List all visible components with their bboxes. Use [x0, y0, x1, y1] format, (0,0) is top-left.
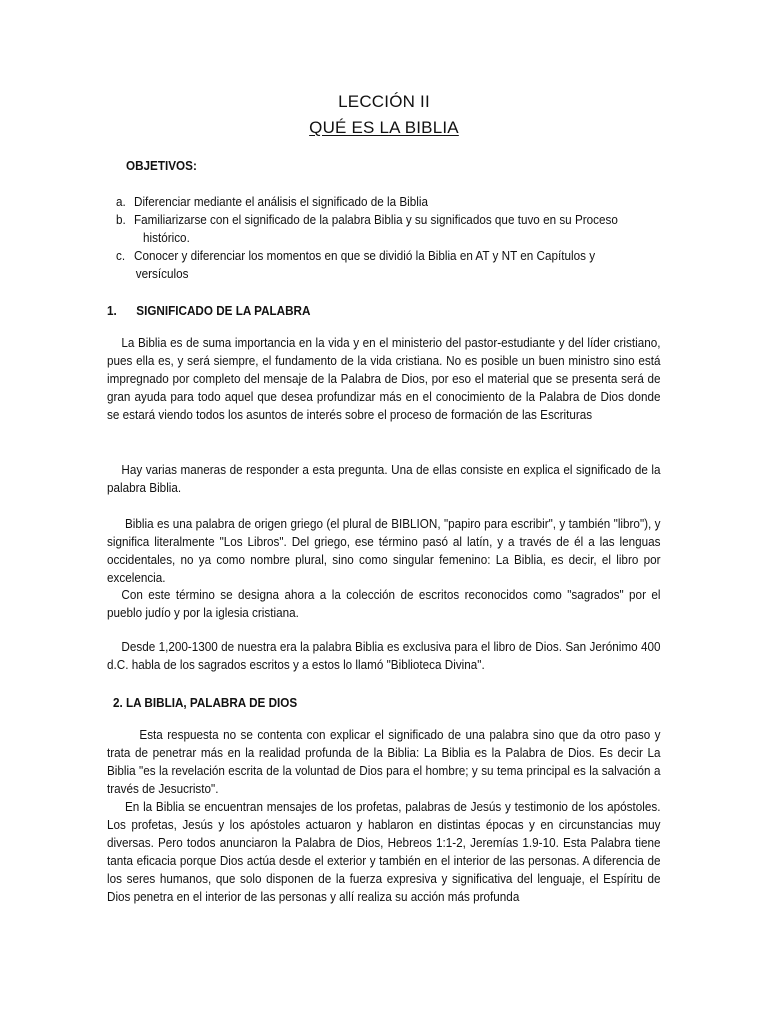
section-1-paragraph [107, 461, 661, 497]
objectives-list [116, 193, 670, 283]
section-2-paragraph [107, 798, 661, 906]
section-1-paragraph [107, 586, 661, 622]
objective-continuation: histórico. [143, 230, 190, 245]
section-1-paragraph [107, 515, 661, 587]
objective-label: a. [116, 194, 126, 209]
paragraph-text: Desde 1,200-1300 de nuestra era la palabra Biblia es exclusiva para el libro de Dios. San Jerónimo 400 d.C. habla de los sagrados escritos y a estos lo llamó "Biblioteca Divina". [107, 639, 661, 672]
paragraph-text: Con este término se designa ahora a la colección de escritos reconocidos como "sagrados" por el pueblo judío y por la iglesia cristiana. [107, 587, 661, 620]
objective-c [116, 247, 670, 283]
objective-continuation: versículos [135, 266, 189, 281]
paragraph-text: La Biblia es de suma importancia en la vida y en el ministerio del pastor-estudiante y del líder cristiano, pues ella es, y será siempre, el fundamento de la vida cristiana. No es posible un buen ministro sino está impregnado por completo del mensaje de la Palabra de Dios, por eso el material que se presenta será de gran ayuda para todo aquel que desea profundizar más en el conocimiento de la Palabra de Dios donde se estará viendo todos los asuntos de interés sobre el proceso de formación de las Escrituras [107, 335, 661, 422]
paragraph-text: Hay varias maneras de responder a esta pregunta. Una de ellas consiste en explica el significado de la palabra Biblia. [107, 462, 661, 495]
objective-text: Diferenciar mediante el análisis el significado de la Biblia [134, 194, 428, 209]
paragraph-text: Esta respuesta no se contenta con explicar el significado de una palabra sino que da otro paso y trata de penetrar más en la realidad profunda de la Biblia: La Biblia es la Palabra de Dios. Es decir La Biblia "es la revelación escrita de la voluntad de Dios para el hombre; y su tema principal es la salvación a través de Jesucristo". [107, 727, 661, 796]
lesson-title: QUÉ ES LA BIBLIA [309, 118, 459, 137]
objectives-heading: OBJETIVOS: [126, 158, 197, 173]
section-1-heading: 1. SIGNIFICADO DE LA PALABRA [107, 303, 311, 318]
lesson-number: LECCIÓN II [338, 92, 430, 111]
objective-b [116, 211, 670, 247]
objective-text: Familiarizarse con el significado de la palabra Biblia y su significados que tuvo en su Proceso [134, 212, 618, 227]
objective-label: c. [116, 248, 126, 263]
paragraph-text: En la Biblia se encuentran mensajes de los profetas, palabras de Jesús y testimonio de los apóstoles. Los profetas, Jesús y los apóstoles actuaron y hablaron en distintas épocas y en circunstancias muy diversas. Pero todos anunciaron la Palabra de Dios, Hebreos 1:1-2, Jeremías 1.9-10. Esta Palabra tiene tanta eficacia porque Dios actúa desde el exterior y también en el interior de las personas. A diferencia de los seres humanos, que solo disponen de la fuerza expresiva y significativa del lenguaje, el Espíritu de Dios penetra en el interior de las personas y allí realiza su acción más profunda [107, 799, 661, 904]
section-2-heading: 2. LA BIBLIA, PALABRA DE DIOS [113, 695, 298, 710]
section-1-paragraph [107, 638, 661, 674]
objective-text: Conocer y diferenciar los momentos en que se dividió la Biblia en AT y NT en Capítulos y [134, 248, 596, 263]
paragraph-text: Biblia es una palabra de origen griego (el plural de BIBLION, "papiro para escribir", y también "libro"), y significa literalmente "Los Libros". Del griego, ese término pasó al latín, y a través de él a las lenguas occidentales, no ya como nombre plural, sino como singular femenino: La Biblia, es decir, el libro por excelencia. [107, 516, 661, 585]
section-2-paragraph [107, 726, 661, 798]
objective-a [116, 193, 670, 211]
section-1-paragraph [107, 334, 661, 424]
objective-label: b. [116, 212, 126, 227]
